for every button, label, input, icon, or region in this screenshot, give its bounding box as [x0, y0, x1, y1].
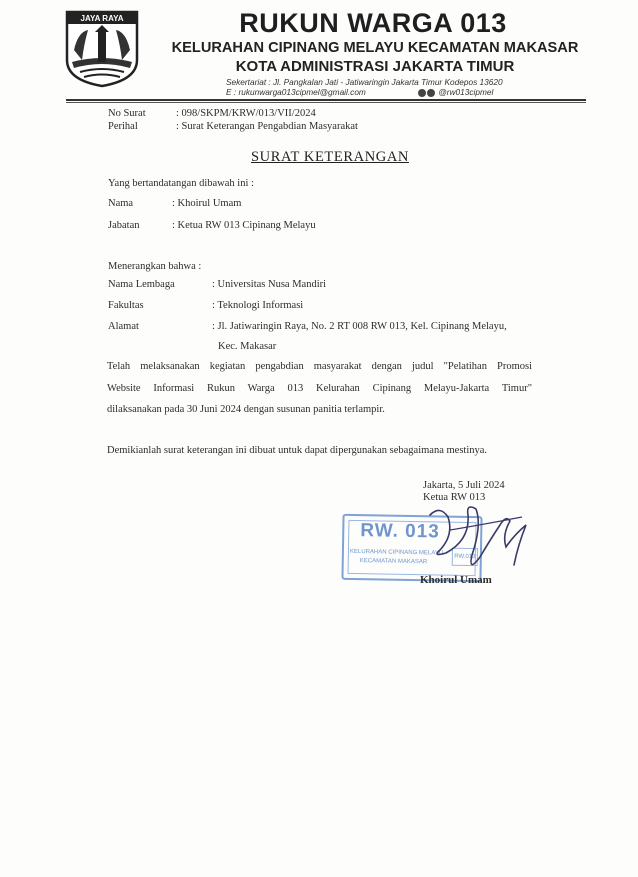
- stamp-box: RW.013: [452, 548, 478, 566]
- logo-text: JAYA RAYA: [80, 14, 124, 23]
- alamat-value-2: Kec. Makasar: [218, 341, 277, 352]
- stamp-big-text: RW. 013: [360, 520, 440, 543]
- header-rule-thin: [66, 102, 586, 103]
- jaya-raya-logo: [64, 10, 140, 88]
- social-handle-group: [418, 87, 493, 97]
- nama-value: : Khoirul Umam: [172, 198, 242, 209]
- fakultas-value: : Teknologi Informasi: [212, 300, 304, 311]
- stamp-line-2: KECAMATAN MAKASAR: [359, 558, 428, 566]
- address: Sekertariat : Jl. Pangkalan Jati - Jatiwaringin Jakarta Timur Kodepos 13620: [226, 77, 503, 87]
- nama-label: Nama: [108, 198, 134, 209]
- instagram-icon: [427, 89, 435, 97]
- body-line-1: Telah melaksanakan kegiatan pengabdian masyarakat dengan judul "Pelatihan Promosi: [107, 361, 532, 372]
- intro-text: Yang bertandatangan dibawah ini :: [108, 178, 254, 189]
- contact-row: [226, 87, 606, 97]
- email: E : rukunwarga013cipmel@gmail.com: [226, 87, 366, 97]
- fakultas-label: Fakultas: [108, 300, 144, 311]
- sign-name: Khoirul Umam: [420, 574, 492, 586]
- body-line-2: Website Informasi Rukun Warga 013 Kelurahan Cipinang Melayu-Jakarta Timur": [107, 383, 532, 394]
- lembaga-value: : Universitas Nusa Mandiri: [212, 279, 327, 290]
- perihal-label: Perihal: [108, 121, 138, 132]
- kelurahan-subtitle: KELURAHAN CIPINANG MELAYU KECAMATAN MAKASAR: [171, 40, 579, 56]
- body-line-3: dilaksanakan pada 30 Juni 2024 dengan susunan panitia terlampir.: [107, 404, 385, 415]
- rw-title: RUKUN WARGA 013: [239, 8, 507, 38]
- jabatan-label: Jabatan: [108, 220, 140, 231]
- social-handle: @rw013cipmel: [438, 87, 494, 97]
- closing-text: Demikianlah surat keterangan ini dibuat untuk dapat dipergunakan sebagaimana mestinya.: [107, 445, 488, 456]
- sign-place-date: Jakarta, 5 Juli 2024: [423, 480, 505, 491]
- lembaga-label: Nama Lembaga: [108, 279, 175, 290]
- alamat-label: Alamat: [108, 321, 139, 332]
- facebook-icon: [418, 89, 426, 97]
- stamp-line-1: KELURAHAN CIPINANG MELAYU: [349, 548, 444, 557]
- sign-position: Ketua RW 013: [423, 492, 486, 503]
- header-rule: [66, 99, 586, 101]
- alamat-value-1: : Jl. Jatiwaringin Raya, No. 2 RT 008 RW 013, Kel. Cipinang Melayu,: [212, 321, 507, 332]
- document-title: SURAT KETERANGAN: [251, 149, 409, 165]
- nomor-label: No Surat: [108, 108, 146, 119]
- kota-subtitle: KOTA ADMINISTRASI JAKARTA TIMUR: [235, 58, 515, 75]
- nomor-value: : 098/SKPM/KRW/013/VII/2024: [176, 108, 316, 119]
- jabatan-value: : Ketua RW 013 Cipinang Melayu: [172, 220, 316, 231]
- perihal-value: : Surat Keterangan Pengabdian Masyarakat: [176, 121, 358, 132]
- menerangkan-text: Menerangkan bahwa :: [108, 261, 202, 272]
